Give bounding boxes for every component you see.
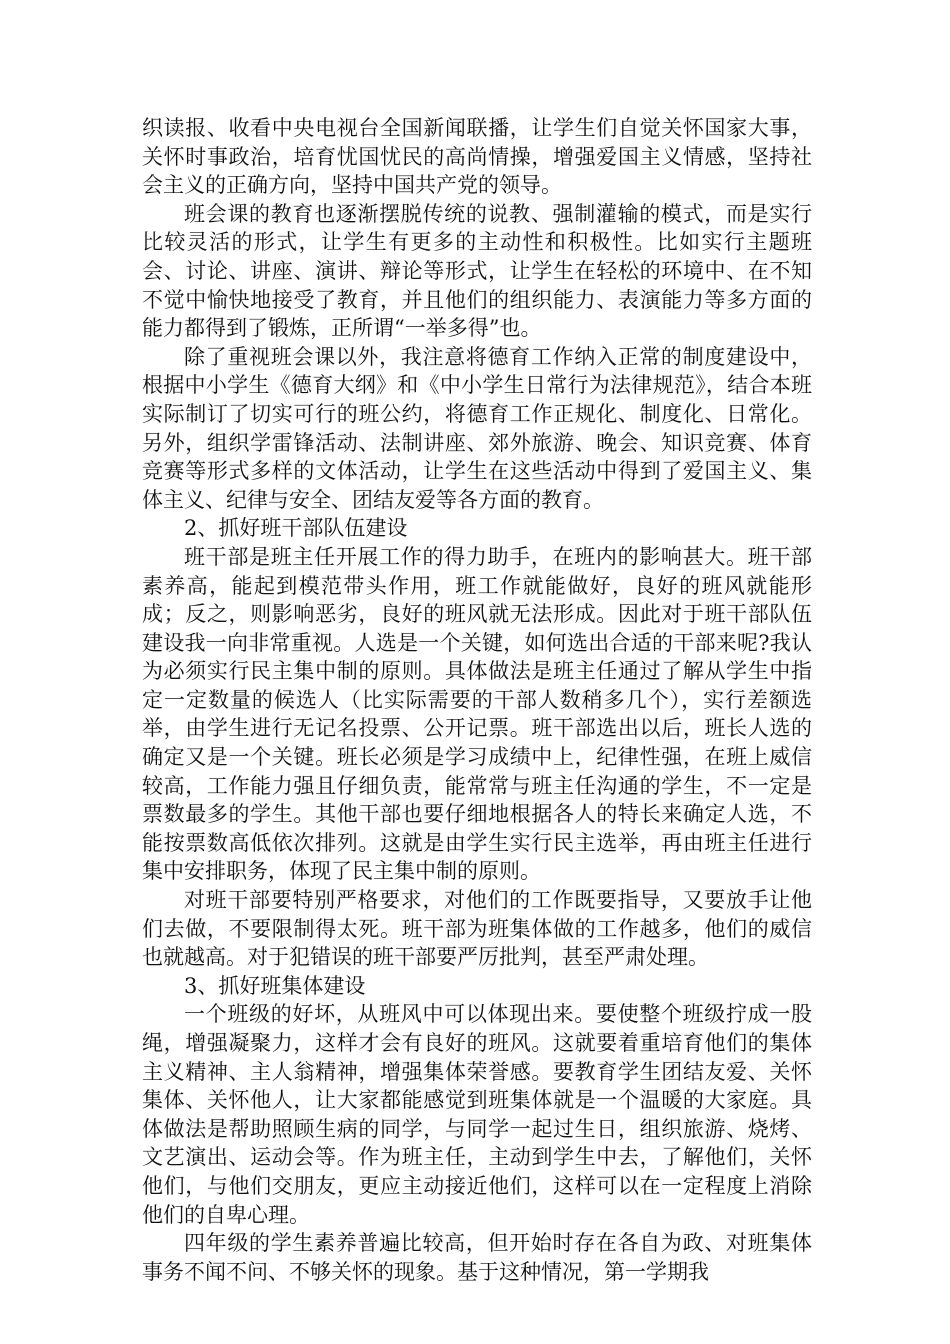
paragraph: 一个班级的好坏，从班风中可以体现出来。要使整个班级拧成一股绳，增强凝聚力，这样才会有良好的班风。这就要着重培育他们的集体主义精神、主人翁精神，增强集体荣誉感。要教育学生团结友爱、关怀集体、关怀他人，让大家都能感觉到班集体就是一个温暖的大家庭。具体做法是帮助照顾生病的同学，与同学一起过生日，组织旅游、烧烤、文艺演出、运动会等。作为班主任，主动到学生中去，了解他们，关怀他们，与他们交朋友，更应主动接近他们，这样可以在一定程度上消除他们的自卑心理。 [142,1002,812,1227]
paragraph: 织读报、收看中央电视台全国新闻联播，让学生们自觉关怀国家大事，关怀时事政治，培育忧国忧民的高尚情操，增强爱国主义情感，坚持社会主义的正确方向，坚持中国共产党的领导。 [142,116,812,198]
section-heading: 2、抓好班干部队伍建设 [184,516,408,541]
paragraph: 班干部是班主任开展工作的得力助手，在班内的影响甚大。班干部素养高，能起到模范带头作用，班工作就能做好，良好的班风就能形成；反之，则影响恶劣，良好的班风就无法形成。因此对于班干部队伍建设我一向非常重视。人选是一个关键，如何选出合适的干部来呢?我认为必须实行民主集中制的原则。具体做法是班主任通过了解从学生中指定一定数量的候选人（比实际需要的干部人数稍多几个），实行差额选举，由学生进行无记名投票、公开记票。班干部选出以后，班长人选的确定又是一个关键。班长必须是学习成绩中上，纪律性强，在班上威信较高，工作能力强且仔细负责，能常常与班主任沟通的学生，不一定是票数最多的学生。其他干部也要仔细地根据各人的特长来确定人选，不能按票数高低依次排列。这就是由学生实行民主选举，再由班主任进行集中安排职务，体现了民主集中制的原则。 [142,544,812,884]
paragraph: 班会课的教育也逐渐摆脱传统的说教、强制灌输的模式，而是实行比较灵活的形式，让学生有更多的主动性和积极性。比如实行主题班会、讨论、讲座、演讲、辩论等形式，让学生在轻松的环境中、在不知不觉中愉快地接受了教育，并且他们的组织能力、表演能力等多方面的能力都得到了锻炼，正所谓“一举多得”也。 [142,201,812,341]
paragraph: 除了重视班会课以外，我注意将德育工作纳入正常的制度建设中，根据中小学生《德育大纲》和《中小学生日常行为法律规范》，结合本班实际制订了切实可行的班公约，将德育工作正规化、制度化、日常化。另外，组织学雷锋活动、法制讲座、郊外旅游、晚会、知识竞赛、体育竞赛等形式多样的文体活动，让学生在这些活动中得到了爱国主义、集体主义、纪律与安全、团结友爱等各方面的教育。 [142,344,812,512]
document-page [142,114,812,1286]
paragraph: 四年级的学生素养普遍比较高，但开始时存在各自为政、对班集体事务不闻不问、不够关怀的现象。基于这种情况，第一学期我 [142,1231,812,1284]
paragraph: 对班干部要特别严格要求，对他们的工作既要指导，又要放手让他们去做，不要限制得太死。班干部为班集体做的工作越多，他们的威信也就越高。对于犯错误的班干部要严厉批判，甚至严肃处理。 [142,888,812,970]
section-heading: 3、抓好班集体建设 [184,973,366,998]
